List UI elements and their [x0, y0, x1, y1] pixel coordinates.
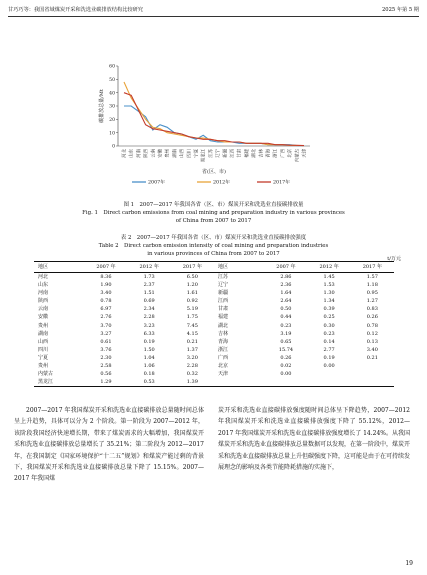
table-cell: 1.64: [280, 290, 292, 297]
table-cell: 0.78: [100, 298, 112, 305]
table-header-cell: 2017 年: [362, 263, 383, 270]
figure-caption-en-2: of China from 2007 to 2017: [175, 218, 252, 224]
table-cell: [214, 378, 264, 387]
table-cell: 1.30: [323, 290, 335, 297]
table-cell: 浙江: [217, 346, 228, 353]
y-tick-label: 30: [109, 104, 115, 110]
table-cell: 0.32: [186, 371, 198, 378]
table-cell: 1.39: [186, 379, 198, 386]
table-cell: 6.50: [186, 274, 198, 280]
table-cell: 5.19: [186, 306, 198, 313]
table-cell: 1.61: [186, 290, 198, 297]
table-cell: 云南: [38, 306, 49, 313]
table-cell: 青海: [217, 338, 228, 345]
table-cell: 1.75: [186, 314, 198, 321]
table-cell: 山东: [38, 282, 49, 289]
figure-caption-en-1: Fig. 1 Direct carbon emissions from coal mining and preparation industry in various provinces: [82, 210, 345, 216]
x-tick-label: 吉林: [259, 149, 265, 158]
table-cell: 1.04: [143, 354, 155, 361]
table-row: [34, 305, 394, 313]
table-cell: 2.77: [323, 346, 335, 353]
x-tick-label: 山东: [129, 149, 135, 158]
table-cell: 0.23: [323, 330, 335, 337]
table-cell: 天津: [217, 371, 228, 378]
table-cell: 辽宁: [217, 282, 228, 289]
table-cell: 3.70: [100, 322, 112, 329]
x-axis-label: 省(区、市): [202, 169, 226, 175]
y-tick-label: 10: [109, 131, 115, 137]
table-cell: 4.15: [186, 330, 198, 337]
table-header-cell: 地区: [38, 263, 49, 270]
emission-intensity-table: [34, 261, 394, 387]
table-cell: 0.14: [323, 338, 335, 345]
x-tick-label: 云南: [151, 149, 157, 158]
table-cell: 3.27: [100, 330, 112, 337]
table-cell: 0.39: [323, 306, 335, 313]
table-cell: 0.78: [366, 322, 378, 329]
table-cell: 河北: [38, 274, 49, 280]
table-cell: 内蒙古: [38, 371, 54, 378]
table-header-cell: 地区: [217, 263, 228, 270]
table-row: [34, 370, 394, 378]
x-tick-label: 宁夏: [194, 149, 200, 158]
x-tick-label: 安徽: [158, 149, 164, 158]
table-caption-en-2: in various provinces of China from 2007 to 2017: [147, 251, 280, 257]
table-cell: [351, 378, 394, 387]
table-cell: 1.20: [186, 282, 198, 289]
table-cell: 0.00: [323, 363, 335, 370]
y-axis-label: 碳排放总量/Mt: [99, 89, 105, 123]
table-header-row: [34, 262, 394, 273]
table-cell: 1.45: [323, 274, 335, 280]
table-cell: 1.50: [143, 346, 155, 353]
table-header-cell: 2012 年: [139, 263, 159, 270]
table-cell: 0.26: [280, 354, 292, 361]
table-row: [34, 354, 394, 362]
table-cell: 陕西: [38, 298, 49, 305]
table-cell: [308, 370, 351, 378]
x-tick-label: 辽宁: [216, 149, 222, 158]
table-cell: 0.00: [280, 371, 292, 378]
table-cell: 0.12: [366, 330, 378, 337]
table-cell: 北京: [217, 363, 228, 370]
series-line-2: [124, 93, 304, 146]
table-cell: 0.25: [323, 314, 335, 321]
figure-caption-cn: 图 1 2007—2017 年我国各省（区、市）煤炭开采和洗选业直接碳排放量: [123, 202, 304, 208]
table-row: [34, 281, 394, 289]
table-cell: 黑龙江: [38, 379, 54, 386]
table-cell: 15.74: [278, 346, 294, 353]
y-tick-label: 60: [109, 64, 115, 70]
table-cell: 2.37: [143, 282, 155, 289]
table-cell: 安徽: [38, 314, 49, 321]
table-cell: 0.19: [323, 354, 335, 361]
table-header-cell: 2007 年: [276, 263, 296, 270]
table-cell: 2.36: [280, 282, 292, 289]
table-cell: 0.83: [366, 306, 378, 313]
table-cell: 1.57: [366, 274, 378, 280]
table-cell: 贵州: [38, 363, 49, 370]
table-cell: 贵州: [38, 322, 49, 329]
table-cell: 0.92: [186, 298, 198, 305]
table-row: [34, 289, 394, 297]
body-column-right: [218, 405, 410, 473]
table-unit: t/万元: [387, 256, 401, 262]
x-tick-label: 河南: [136, 149, 142, 158]
table-cell: 8.36: [100, 274, 112, 280]
body-paragraph-right: 炭开采和洗选业直接碳排放强度随时间总体呈下降趋势，2007—2012 年我国煤炭开采和洗选业直接碳排放强度下降了 55.12%，2012—2017 年我国煤炭开采和洗选业直接碳排放强度增长了 14.24%。从我国煤炭开采和洗选业直接碳排放总量数据可以发现，在第一阶段中，煤炭开采和洗选业直接碳排放总量上升但碳强度下降，这可能是由于在可持续发展理念的影响及各类节能降耗措施的实施下，: [218, 407, 411, 472]
table-cell: 宁夏: [38, 354, 49, 361]
body-paragraph-left: 2007—2017 年我国煤炭开采和洗选业直接碳排放总量随时间总体呈上升趋势，具体可以分为 2 个阶段。第一阶段为 2007—2012 年，该阶段我国经济快速增长期，带来了煤炭需求的大幅增加，我国煤炭开采和洗选业直接碳排放总量增长了 35.21%；第二阶段为 2012—2017 年，在我国制定《国家环境保护“十二五”规划》和煤炭产能过剩的背景下，我国煤炭开采和洗选业直接碳排放总量下降了 15.15%。2007—2017 年我国煤: [14, 407, 204, 483]
table-cell: [308, 378, 351, 387]
table-cell: 6.33: [143, 330, 155, 337]
table-cell: 0.50: [280, 306, 292, 313]
table-cell: 2.28: [186, 363, 198, 370]
table-cell: 0.02: [280, 363, 292, 370]
table-cell: 2.28: [143, 314, 155, 321]
table-cell: 7.45: [186, 322, 198, 329]
table-row: [34, 338, 394, 346]
x-tick-label: 内蒙古: [295, 149, 301, 163]
x-tick-label: 贵州: [165, 149, 171, 158]
table-cell: 0.13: [366, 338, 378, 345]
legend-label: 2017年: [273, 180, 291, 186]
table-cell: 0.26: [366, 314, 378, 321]
table-cell: 1.18: [366, 282, 378, 289]
table-row: [34, 297, 394, 305]
table-cell: 3.76: [100, 346, 112, 353]
x-tick-label: 湖南: [172, 149, 178, 158]
table-cell: 0.21: [186, 338, 198, 345]
table-cell: 0.61: [100, 338, 112, 345]
table-cell: 山西: [38, 338, 49, 345]
x-tick-label: 湖北: [252, 149, 258, 158]
table-cell: 0.95: [366, 290, 378, 297]
table-cell: 2.30: [100, 354, 112, 361]
x-tick-label: 北京: [288, 149, 294, 158]
x-tick-label: 河北: [122, 149, 128, 158]
x-tick-label: 山西: [180, 149, 186, 158]
table-caption-cn: 表 2 2007—2017 年我国各省（区、市）煤炭开采和洗选业直接碳排放强度: [120, 235, 307, 241]
table-cell: 2.58: [100, 363, 112, 370]
table-cell: 1.73: [143, 274, 155, 280]
table-cell: 湖南: [38, 330, 49, 337]
table-cell: 0.44: [280, 314, 292, 321]
table-row: [34, 346, 394, 354]
table-row: [34, 322, 394, 330]
table-cell: 0.23: [280, 322, 292, 329]
table-caption-en-1: Table 2 Direct carbon emission intensity of coal mining and preparation industries: [98, 243, 329, 249]
table-cell: 2.76: [100, 314, 112, 321]
table-cell: 0.56: [100, 371, 112, 378]
table-cell: 湖北: [217, 322, 228, 329]
table-cell: 3.40: [366, 346, 378, 353]
table-cell: [351, 370, 394, 378]
table-cell: 河南: [38, 290, 49, 297]
table-cell: [264, 378, 307, 387]
legend-label: 2007年: [148, 180, 166, 186]
y-tick-label: 0: [112, 144, 115, 150]
x-tick-label: 江西: [230, 149, 236, 158]
table-cell: 1.37: [186, 346, 198, 353]
table-cell: 0.30: [323, 322, 335, 329]
line-chart: [0, 0, 427, 200]
table-cell: 1.53: [323, 282, 335, 289]
table-cell: 1.27: [366, 298, 378, 305]
x-tick-label: 黑龙江: [201, 149, 207, 163]
table-cell: 1.90: [100, 282, 112, 289]
table-cell: 0.21: [366, 354, 378, 361]
table-cell: 3.23: [143, 322, 155, 329]
table-cell: 1.51: [143, 290, 155, 297]
table-cell: 甘肃: [217, 306, 228, 313]
page-number: 19: [405, 560, 413, 567]
x-tick-label: 天津: [302, 149, 308, 158]
table-row: [34, 378, 394, 387]
table-cell: 0.53: [143, 379, 155, 386]
table-cell: 1.06: [143, 363, 155, 370]
x-tick-label: 广西: [280, 149, 286, 158]
table-cell: 四川: [38, 346, 49, 353]
table-cell: [351, 362, 394, 370]
table-cell: 0.69: [143, 298, 155, 305]
table-cell: 6.97: [100, 306, 112, 313]
table-cell: 2.34: [143, 306, 155, 313]
y-tick-label: 50: [109, 77, 115, 83]
x-tick-label: 陕西: [144, 149, 150, 158]
table-cell: 吉林: [217, 330, 228, 337]
legend-label: 2012年: [213, 180, 231, 186]
x-tick-label: 浙江: [273, 149, 279, 158]
table-row: [34, 330, 394, 338]
x-tick-label: 四川: [187, 149, 193, 158]
table-cell: 广西: [217, 354, 228, 361]
table-cell: 2.64: [280, 298, 292, 305]
table-cell: 0.18: [143, 371, 155, 378]
y-tick-label: 20: [109, 117, 115, 123]
table-row: [34, 313, 394, 321]
y-tick-label: 40: [109, 91, 115, 97]
table-cell: 0.19: [143, 338, 155, 345]
table-cell: 1.34: [323, 298, 335, 305]
x-tick-label: 新疆: [223, 149, 229, 158]
table-cell: 新疆: [217, 290, 228, 297]
x-tick-label: 青海: [266, 149, 272, 158]
table-header-cell: 2007 年: [96, 263, 116, 270]
series-line-1: [124, 82, 304, 146]
x-tick-label: 江苏: [208, 149, 214, 158]
table-cell: 3.19: [280, 330, 292, 337]
body-column-left: [14, 405, 204, 485]
table-cell: 3.40: [100, 290, 112, 297]
table-cell: 福建: [217, 314, 228, 321]
table-cell: 3.20: [186, 354, 198, 361]
table-cell: 0.65: [280, 338, 292, 345]
table-cell: 江西: [217, 298, 228, 305]
x-tick-label: 福建: [244, 149, 250, 158]
header-left: 甘巧巧等：我国省域煤炭开采和洗选业碳排放结构比较研究: [8, 7, 143, 13]
table-cell: 2.86: [280, 274, 292, 280]
table-row: [34, 362, 394, 370]
table-cell: 江苏: [217, 274, 228, 280]
table-header-cell: 2012 年: [319, 263, 339, 270]
x-tick-label: 甘肃: [237, 149, 243, 158]
table-header-cell: 2017 年: [182, 263, 203, 270]
table-cell: 1.29: [100, 379, 112, 386]
header-right: 2025 年第 5 期: [381, 7, 419, 13]
table-row: [34, 273, 394, 282]
